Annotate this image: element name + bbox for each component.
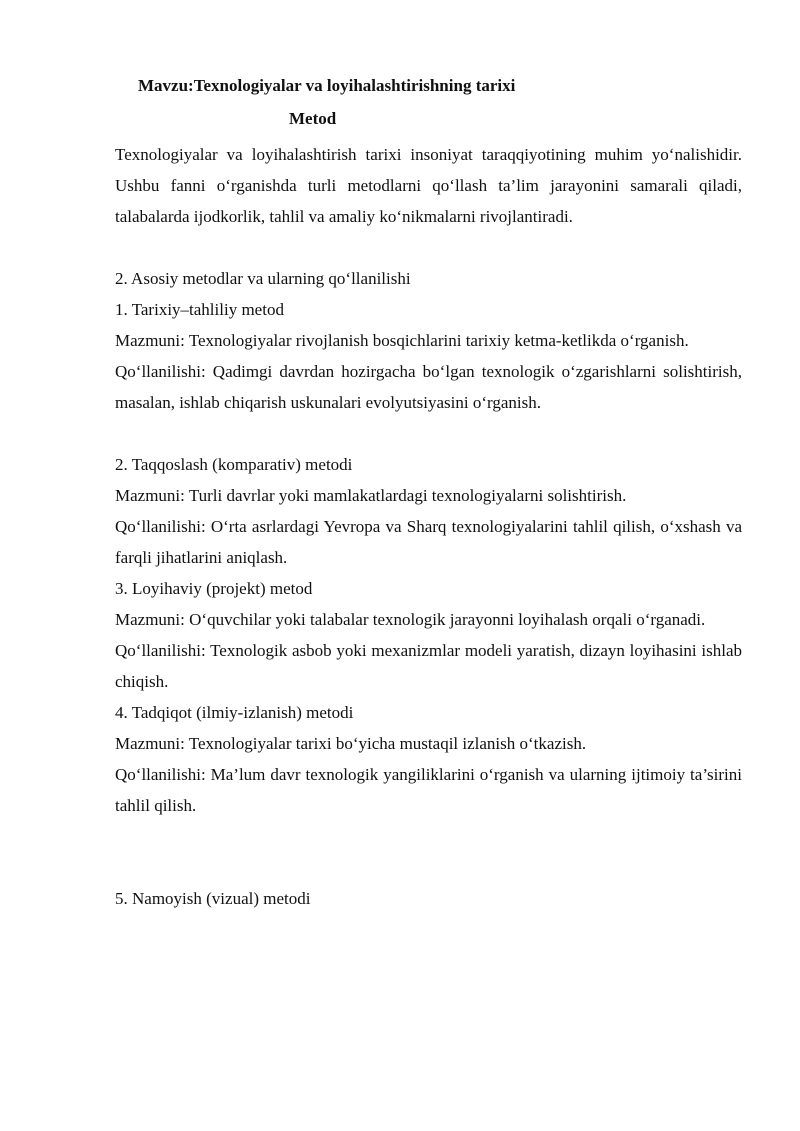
method-usage: Qo‘llanilishi: Texnologik asbob yoki mexanizmlar modeli yaratish, dizayn loyihasini ishlab chiqish. [115, 641, 742, 691]
method-heading: 2. Taqqoslash (komparativ) metodi [115, 455, 353, 474]
method-heading: 4. Tadqiqot (ilmiy-izlanish) metodi [115, 703, 354, 722]
spacer [115, 232, 742, 263]
method-usage: Qo‘llanilishi: O‘rta asrlardagi Yevropa va Sharq texnologiyalarini tahlil qilish, o‘xshash va farqli jihatlarini aniqlash. [115, 517, 742, 567]
method-usage: Qo‘llanilishi: Qadimgi davrdan hozirgacha bo‘lgan texnologik o‘zgarishlarni solishtirish, masalan, ishlab chiqarish uskunalari evolyutsiyasini o‘rganish. [115, 362, 742, 412]
method-heading: 5. Namoyish (vizual) metodi [115, 889, 311, 908]
spacer [115, 418, 742, 449]
method-heading: 3. Loyihaviy (projekt) metod [115, 579, 313, 598]
section-heading: 2. Asosiy metodlar va ularning qo‘llanilishi [115, 269, 411, 288]
intro-paragraph: Texnologiyalar va loyihalashtirish tarixi insoniyat taraqqiyotining muhim yo‘nalishidir. Ushbu fanni o‘rganishda turli metodlarni qo‘llash ta’lim jarayonini samarali qiladi, talabalarda ijodkorlik, tahlil va amaliy ko‘nikmalarni rivojlantiradi. [115, 145, 742, 226]
page-subtitle: Metod [289, 109, 337, 128]
spacer [115, 821, 742, 883]
method-content: Mazmuni: Texnologiyalar rivojlanish bosqichlarini tarixiy ketma-ketlikda o‘rganish. [115, 331, 689, 350]
page-title: Mavzu:Texnologiyalar va loyihalashtirishning tarixi [138, 76, 516, 95]
method-heading: 1. Tarixiy–tahliliy metod [115, 300, 284, 319]
method-usage: Qo‘llanilishi: Ma’lum davr texnologik yangiliklarini o‘rganish va ularning ijtimoiy ta’sirini tahlil qilish. [115, 765, 742, 815]
method-content: Mazmuni: Texnologiyalar tarixi bo‘yicha mustaqil izlanish o‘tkazish. [115, 734, 587, 753]
document-body [115, 139, 742, 914]
method-content: Mazmuni: O‘quvchilar yoki talabalar texnologik jarayonni loyihalash orqali o‘rganadi. [115, 610, 706, 629]
method-content: Mazmuni: Turli davrlar yoki mamlakatlardagi texnologiyalarni solishtirish. [115, 486, 627, 505]
